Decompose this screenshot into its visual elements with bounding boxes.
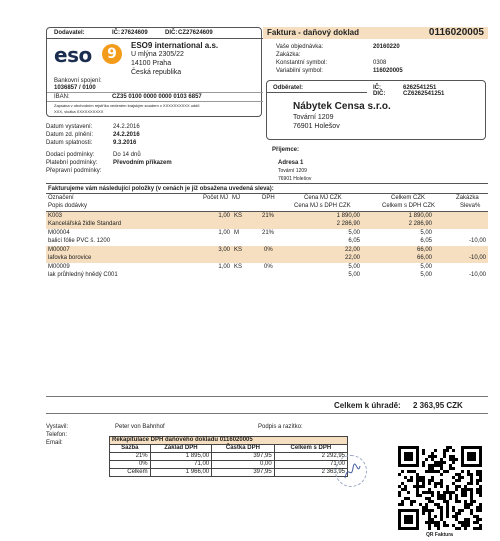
item-qty: 1,00 [218, 213, 230, 219]
tax-date: 24.2.2016 [113, 132, 140, 138]
item-desc: lafovka borovice [48, 255, 92, 261]
customer-ic-label: IČ: [373, 85, 381, 91]
item-total-vat: 5,00 [420, 272, 432, 278]
item-discount: -10,00 [468, 238, 486, 244]
recap-cell: 21% [110, 453, 151, 461]
recap-cell: Celkem [110, 469, 151, 477]
recipient-city: 76901 Holešov [278, 176, 312, 182]
col-discount: Sleva% [460, 203, 481, 209]
customer-city: 76901 Holešov [293, 123, 340, 130]
item-code: K003 [48, 213, 63, 219]
item-qty: 1,00 [218, 230, 230, 236]
company-logo [54, 43, 126, 65]
item-price: 1 890,00 [336, 213, 360, 219]
col-vat: DPH [262, 195, 275, 201]
recap-cell: 397,95 [212, 469, 275, 477]
recap-cell: 1 895,00 [150, 453, 211, 461]
total-value: 2 363,95 CZK [413, 401, 463, 410]
col-desc: Popis dodávky [48, 203, 88, 209]
item-vat: 0% [264, 264, 273, 270]
transport-label: Přepravní podmínky: [46, 168, 102, 174]
item-unit: KS [234, 213, 243, 219]
customer-dic-label: DIČ: [373, 91, 386, 97]
registry-note-2: XXX, vložka XXXXXXXXXX [54, 109, 104, 114]
item-desc: balicí fólie PVC š. 1200 [48, 238, 111, 244]
recap-col-vat: Částka DPH [212, 445, 275, 453]
iban: CZ35 0100 0000 0000 0103 6857 [112, 94, 202, 100]
item-price-vat: 6,05 [348, 238, 360, 244]
logo-nine-badge: 9 [102, 44, 122, 64]
item-code: M00009 [48, 264, 70, 270]
supplier-city: 14100 Praha [131, 60, 172, 67]
recap-cell: 0% [110, 461, 151, 469]
issued-by: Peter von Bahnhof [115, 424, 165, 430]
email-label: Email: [46, 440, 63, 446]
item-total: 66,00 [416, 247, 432, 253]
bank-label: Bankovní spojení: [54, 78, 102, 84]
item-price-vat: 2 286,90 [336, 221, 360, 227]
qr-label: QR Faktura [426, 532, 453, 538]
registry-note-1: Zapsána v obchodním rejstříku vedeném krajským soudem v XXXXXXXXXX oddíl [54, 103, 200, 108]
issued-date: 24.2.2016 [113, 124, 140, 130]
total-label: Celkem k úhradě: [334, 401, 401, 410]
item-price: 5,00 [348, 264, 360, 270]
item-code: M00007 [48, 247, 70, 253]
col-code: Označení [48, 195, 74, 201]
invoice-number: 0116020005 [428, 27, 484, 38]
item-vat: 0% [264, 247, 273, 253]
item-total: 1 890,00 [408, 213, 432, 219]
qr-code-icon [398, 446, 482, 530]
items-intro: Fakturujeme vám následující položky (v cenách je již obsažena uvedená sleva): [48, 186, 274, 192]
item-vat: 21% [262, 230, 275, 236]
recap-title: Rekapitulace DPH daňového dokladu 0116020005 [110, 437, 348, 445]
supplier-ic: 27624609 [121, 30, 148, 36]
recap-cell: 71,00 [150, 461, 211, 469]
customer-street: Tovární 1209 [293, 114, 334, 121]
item-qty: 1,00 [218, 264, 230, 270]
bank-account: 1036857 / 0100 [54, 85, 96, 91]
recap-cell: 2 292,95 [274, 453, 347, 461]
col-order: Zakázka [456, 195, 479, 201]
issued-label: Datum vystavení: [46, 124, 93, 130]
item-price-vat: 5,00 [348, 272, 360, 278]
col-qty: Počet MJ [203, 195, 229, 201]
vat-recap [109, 436, 348, 477]
supplier-dic: CZ27624609 [178, 30, 213, 36]
item-qty: 3,00 [218, 247, 230, 253]
item-vat: 21% [262, 213, 275, 219]
col-total-vat: Celkem s DPH CZK [382, 203, 436, 209]
item-discount: -10,00 [468, 272, 486, 278]
supplier-name: ESO9 international a.s. [131, 41, 219, 50]
payment-label: Platební podmínky: [46, 160, 98, 166]
order-label: Vaše objednávka: [276, 44, 324, 50]
due-label: Datum splatnosti: [46, 140, 93, 146]
invoice-title: Faktura - daňový doklad [267, 28, 360, 37]
iban-label: IBAN: [54, 94, 70, 100]
supplier-label: Dodavatel: [54, 30, 85, 36]
item-total-vat: 66,00 [416, 255, 432, 261]
const-sym-value: 0308 [373, 60, 387, 66]
recap-cell: 0,00 [212, 461, 275, 469]
customer-box [266, 80, 486, 140]
phone-label: Telefon: [46, 432, 68, 438]
item-discount: -10,00 [468, 255, 486, 261]
recipient-street: Tovární 1209 [278, 168, 307, 174]
var-sym-label: Variabilní symbol: [276, 68, 323, 74]
due-date: 9.3.2016 [113, 140, 137, 146]
recipient-label: Příjemce: [272, 147, 300, 153]
item-total: 5,00 [420, 230, 432, 236]
const-sym-label: Konstantní symbol: [276, 60, 328, 66]
recap-row [110, 469, 348, 477]
customer-ic: 6262541251 [403, 85, 437, 91]
supplier-ic-label: IČ: [112, 30, 120, 36]
recap-cell: 397,95 [212, 453, 275, 461]
item-desc: Kancelářská židle Standard [48, 221, 122, 227]
col-price: Cena MJ CZK [304, 195, 342, 201]
customer-label: Odběratel: [273, 85, 304, 91]
item-desc: lak průhledný hnědý C001 [48, 272, 118, 278]
signature-label: Podpis a razítko: [258, 424, 303, 430]
recap-col-rate: Sazba [110, 445, 151, 453]
item-price: 22,00 [344, 247, 360, 253]
item-total-vat: 6,05 [420, 238, 432, 244]
item-unit: KS [234, 247, 243, 253]
recipient-name: Adresa 1 [278, 160, 304, 166]
invoice-header [263, 27, 488, 39]
recap-col-total: Celkem s DPH [274, 445, 347, 453]
delivery-label: Dodací podmínky: [46, 152, 95, 158]
item-unit: KS [234, 264, 243, 270]
item-total-vat: 2 286,90 [408, 221, 432, 227]
recap-col-base: Základ DPH [150, 445, 211, 453]
item-code: M00004 [48, 230, 70, 236]
supplier-country: Česká republika [131, 69, 182, 76]
customer-name: Nábytek Censa s.r.o. [293, 101, 391, 112]
recap-row [110, 461, 348, 469]
recap-row [110, 453, 348, 461]
col-total: Celkem CZK [391, 195, 426, 201]
tax-date-label: Datum zd. plnění: [46, 132, 94, 138]
item-price: 5,00 [348, 230, 360, 236]
contract-label: Zakázka: [276, 52, 301, 58]
payment-value: Převodním příkazem [113, 160, 172, 166]
var-sym-value: 116020005 [373, 68, 403, 74]
supplier-dic-label: DIČ: [165, 30, 178, 36]
item-total: 5,00 [420, 264, 432, 270]
col-price-vat: Cena MJ s DPH CZK [294, 203, 351, 209]
customer-dic: CZ6262541251 [403, 91, 445, 97]
col-unit: MJ [232, 195, 240, 201]
supplier-box [46, 27, 262, 117]
delivery-value: Do 14 dnů [113, 152, 141, 158]
recap-cell: 71,00 [274, 461, 347, 469]
recap-cell: 1 966,00 [150, 469, 211, 477]
order-value: 20160220 [373, 44, 400, 50]
recap-cell: 2 363,95 [274, 469, 347, 477]
logo-wordmark: eso [54, 43, 92, 67]
issued-by-label: Vystavil: [46, 424, 69, 430]
item-price-vat: 22,00 [344, 255, 360, 261]
supplier-street: U mlýna 2305/22 [131, 51, 184, 58]
item-unit: M [234, 230, 239, 236]
company-stamp-icon [335, 455, 367, 487]
